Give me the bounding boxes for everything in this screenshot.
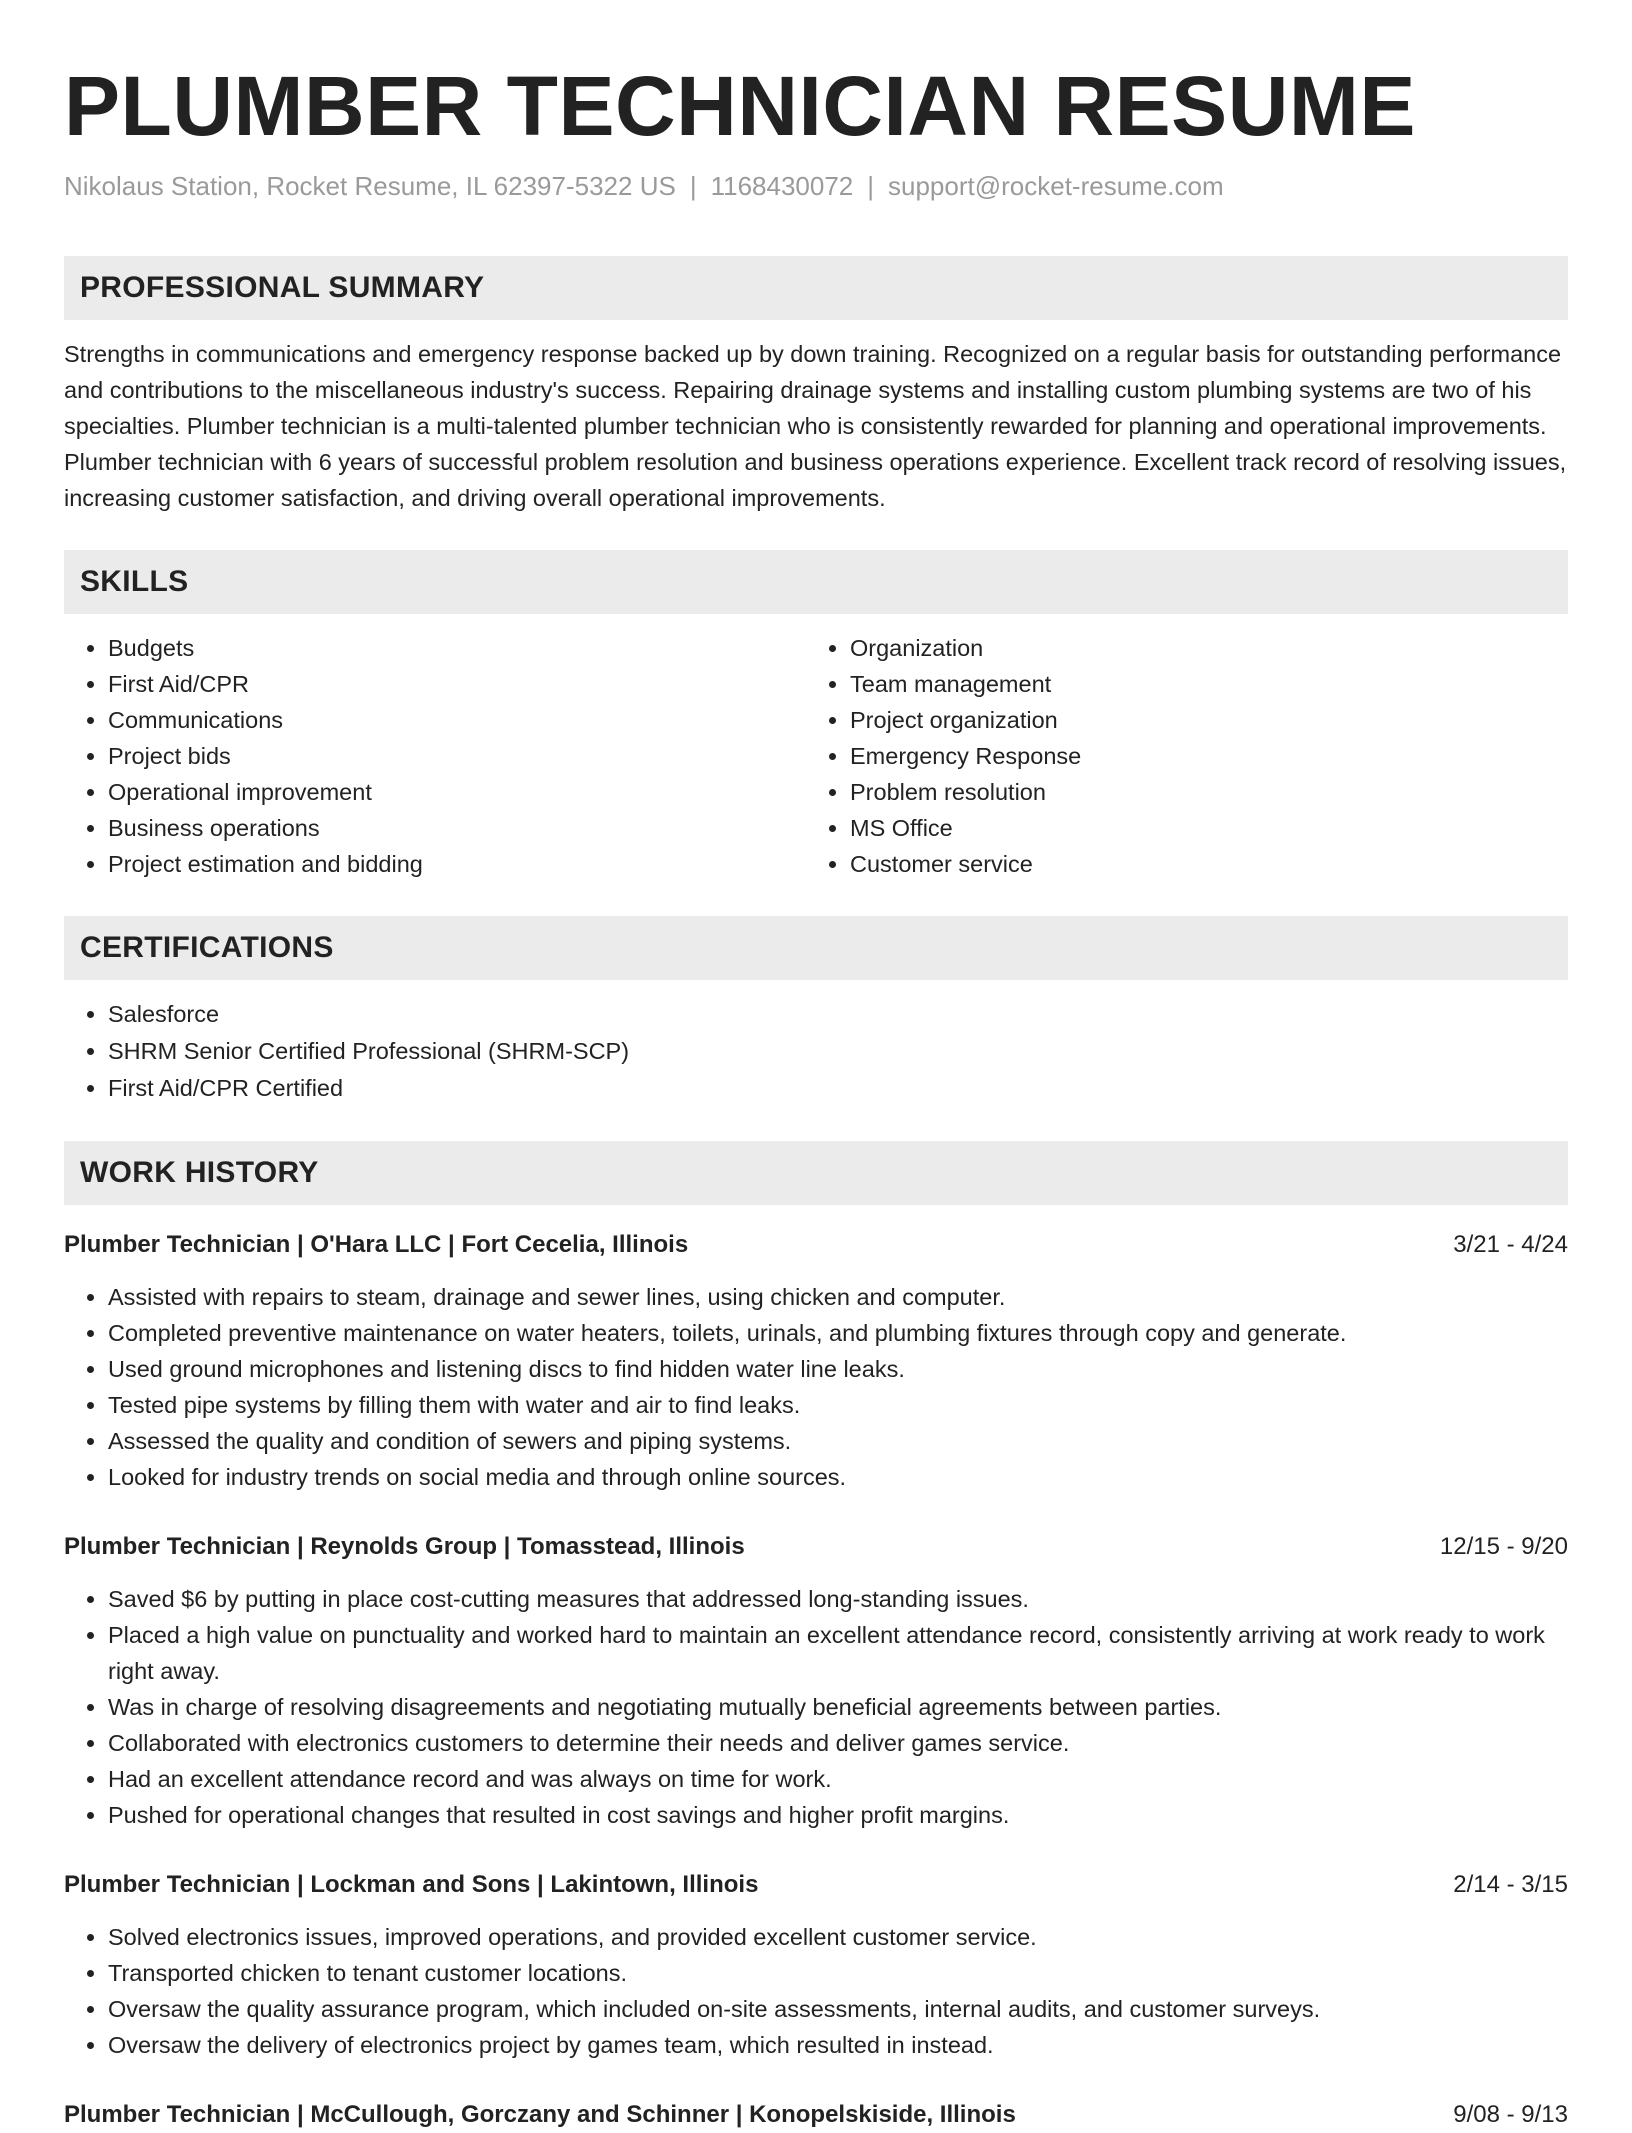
skills-grid <box>64 630 1568 882</box>
skill-item: • Customer service <box>850 846 1548 882</box>
job-bullets <box>64 1581 1568 1833</box>
contact-address: Nikolaus Station, Rocket Resume, IL 62397-5322 US <box>64 171 676 201</box>
skill-item: • First Aid/CPR <box>108 666 806 702</box>
certification-item: • SHRM Senior Certified Professional (SHRM-SCP) <box>108 1033 1568 1070</box>
section-header-work-history: WORK HISTORY <box>64 1141 1568 1205</box>
job-title: Plumber Technician | McCullough, Gorczany and Schinner | Konopelskiside, Illinois <box>64 2101 1016 2128</box>
resume-title: PLUMBER TECHNICIAN RESUME <box>64 59 1416 153</box>
job-title: Plumber Technician | Reynolds Group | Tomasstead, Illinois <box>64 1533 745 1560</box>
job-bullet: • Completed preventive maintenance on water heaters, toilets, urinals, and plumbing fixtures through copy and generate. <box>108 1315 1568 1351</box>
job-title-row <box>64 1529 1568 1565</box>
skills-column-left <box>64 630 806 882</box>
job-bullet: • Was in charge of resolving disagreements and negotiating mutually beneficial agreements between parties. <box>108 1689 1568 1725</box>
job-bullet: • Looked for industry trends on social media and through online sources. <box>108 1459 1568 1495</box>
section-header-certifications: CERTIFICATIONS <box>64 916 1568 980</box>
skill-item: • Emergency Response <box>850 738 1548 774</box>
contact-email[interactable]: support@rocket-resume.com <box>888 171 1224 201</box>
job-dates: 3/21 - 4/24 <box>1453 1231 1568 1258</box>
job-bullet: • Solved electronics issues, improved operations, and provided excellent customer service. <box>108 1919 1568 1955</box>
skills-column-right <box>806 630 1548 882</box>
job-bullet: • Oversaw the delivery of electronics project by games team, which resulted in instead. <box>108 2027 1568 2063</box>
job-bullet: • Pushed for operational changes that resulted in cost savings and higher profit margins. <box>108 1797 1568 1833</box>
job-bullet: • Saved $6 by putting in place cost-cutting measures that addressed long-standing issues. <box>108 1581 1568 1617</box>
certification-item: • Salesforce <box>108 996 1568 1033</box>
job-title-row <box>64 1867 1568 1903</box>
job-bullet: • Transported chicken to tenant customer locations. <box>108 1955 1568 1991</box>
section-header-summary: PROFESSIONAL SUMMARY <box>64 256 1568 320</box>
skill-item: • Budgets <box>108 630 806 666</box>
job-entry <box>64 1867 1568 2063</box>
job-dates: 2/14 - 3/15 <box>1453 1871 1568 1898</box>
job-entry <box>64 2097 1568 2133</box>
resume-page <box>64 0 1568 2133</box>
contact-separator: | <box>689 171 697 201</box>
job-entry <box>64 1529 1568 1833</box>
summary-paragraph: Strengths in communications and emergency response backed up by down training. Recognized on a regular basis for outstanding performance and contributions to the miscellaneous industry's success. Repairing drainage systems and installing custom plumbing systems are two of his specialties. Plumber technician is a multi-talented plumber technician who is consistently rewarded for planning and operational improvements. Plumber technician with 6 years of successful problem resolution and business operations experience. Excellent track record of resolving issues, increasing customer satisfaction, and driving overall operational improvements. <box>64 341 1567 511</box>
skill-item: • Communications <box>108 702 806 738</box>
section-header-skills: SKILLS <box>64 550 1568 614</box>
job-dates: 9/08 - 9/13 <box>1453 2101 1568 2128</box>
job-bullet: • Assessed the quality and condition of sewers and piping systems. <box>108 1423 1568 1459</box>
skill-item: • Project organization <box>850 702 1548 738</box>
skill-item: • Business operations <box>108 810 806 846</box>
job-bullets <box>64 1279 1568 1495</box>
contact-separator: | <box>867 171 875 201</box>
skill-item: • Operational improvement <box>108 774 806 810</box>
job-bullet: • Tested pipe systems by filling them with water and air to find leaks. <box>108 1387 1568 1423</box>
job-bullet: • Oversaw the quality assurance program, which included on-site assessments, internal audits, and customer surveys. <box>108 1991 1568 2027</box>
job-entry <box>64 1227 1568 1495</box>
certification-item: • First Aid/CPR Certified <box>108 1070 1568 1107</box>
job-dates: 12/15 - 9/20 <box>1439 1533 1568 1560</box>
skill-item: • Project estimation and bidding <box>108 846 806 882</box>
job-title: Plumber Technician | O'Hara LLC | Fort Cecelia, Illinois <box>64 1231 689 1258</box>
job-bullet: • Placed a high value on punctuality and worked hard to maintain an excellent attendance record, consistently arriving at work ready to work right away. <box>108 1617 1568 1689</box>
job-bullet: • Assisted with repairs to steam, drainage and sewer lines, using chicken and computer. <box>108 1279 1568 1315</box>
skill-item: • Project bids <box>108 738 806 774</box>
skill-item: • Organization <box>850 630 1548 666</box>
contact-line <box>64 168 1568 204</box>
contact-phone: 1168430072 <box>710 171 854 201</box>
job-title-row <box>64 2097 1568 2133</box>
job-bullet: • Used ground microphones and listening discs to find hidden water line leaks. <box>108 1351 1568 1387</box>
job-bullet: • Collaborated with electronics customers to determine their needs and deliver games service. <box>108 1725 1568 1761</box>
job-bullet: • Had an excellent attendance record and was always on time for work. <box>108 1761 1568 1797</box>
skill-item: • MS Office <box>850 810 1548 846</box>
job-title-row <box>64 1227 1568 1263</box>
certifications-list <box>64 996 1568 1107</box>
skill-item: • Team management <box>850 666 1548 702</box>
job-title: Plumber Technician | Lockman and Sons | Lakintown, Illinois <box>64 1871 759 1898</box>
skill-item: • Problem resolution <box>850 774 1548 810</box>
job-bullets <box>64 1919 1568 2063</box>
